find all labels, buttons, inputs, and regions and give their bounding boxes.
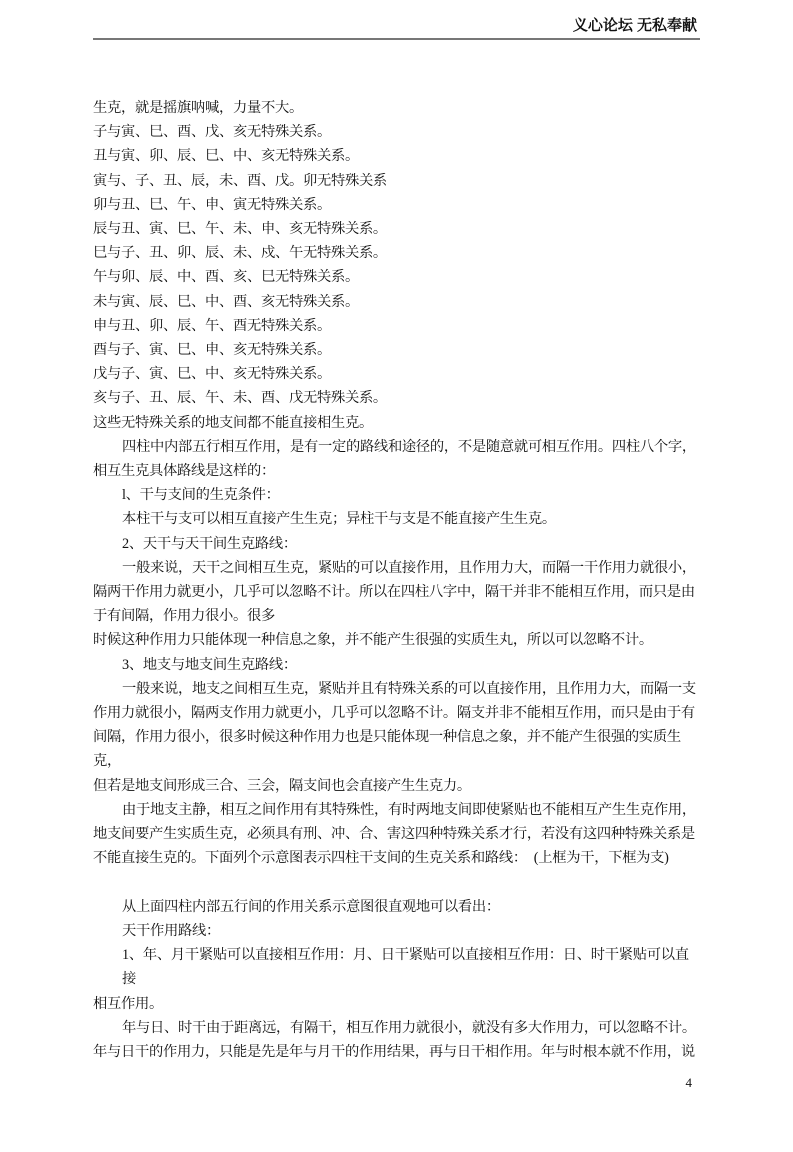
text-line: 本柱干与支可以相互直接产生生克；异柱干与支是不能直接产生生克。 [122, 511, 556, 528]
text-line: 从上面四柱内部五行间的作用关系示意图很直观地可以看出： [122, 898, 500, 915]
text-line: 一般来说，天干之间相互生克，紧贴的可以直接作用，且作用力大，而隔一干作用力就很小， [122, 559, 696, 576]
text-line: 丑与寅、卯、辰、巳、中、亥无特殊关系。 [93, 148, 359, 165]
text-line: 年与日、时干由于距离远，有隔干，相互作用力就很小，就没有多大作用力，可以忽略不计。 [122, 1019, 696, 1036]
section-heading: l、干与支间的生克条件： [122, 487, 280, 504]
text-line: 不能直接生克的。下面列个示意图表示四柱干支间的生克关系和路线： (上框为干，下框为支) [93, 850, 669, 867]
text-line: 作用力就很小，隔两支作用力就更小，几乎可以忽略不计。隔支并非不能相互作用，而只是由于有 [93, 705, 695, 722]
spacer [93, 1064, 700, 1074]
header-rule [93, 38, 700, 40]
text-line: 年与日干的作用力，只能是先是年与月干的作用结果，再与日干相作用。年与时根本就不作用，说 [93, 1043, 695, 1060]
text-line: 戊与子、寅、巳、中、亥无特殊关系。 [93, 366, 331, 383]
section-heading: 天干作用路线： [122, 922, 220, 939]
blank-line [93, 871, 700, 895]
text-line: 午与卯、辰、中、酉、亥、巳无特殊关系。 [93, 269, 359, 286]
text-line: 但若是地支间形成三合、三会，隔支间也会直接产生生克力。 [93, 777, 471, 794]
text-line: 亥与子、丑、辰、午、未、酉、戊无特殊关系。 [93, 390, 387, 407]
text-line: 这些无特殊关系的地支间都不能直接相生克。 [93, 414, 373, 431]
text-line: 隔两干作用力就更小，几乎可以忽略不计。所以在四柱八字中，隔干并非不能相互作用，而只是由 [93, 584, 695, 601]
text-line: 未与寅、辰、巳、中、酉、亥无特殊关系。 [93, 293, 359, 310]
text-line: 辰与丑、寅、巳、午、未、申、亥无特殊关系。 [93, 221, 387, 238]
page-header: 义心论坛 无私奉献 [572, 17, 697, 34]
text-line: 一般来说，地支之间相互生克，紧贴并且有特殊关系的可以直接作用，且作用力大，而隔一支 [122, 680, 696, 697]
text-line: 地支间要产生实质生克，必须具有刑、冲、合、害这四种特殊关系才行，若没有这四种特殊关系是 [93, 826, 695, 843]
section-heading: 3、地支与地支间生克路线： [122, 656, 297, 673]
text-line: 由于地支主静，相互之间作用有其特殊性，有时两地支间即使紧贴也不能相互产生生克作用， [122, 801, 696, 818]
text-line: 卯与丑、巳、午、申、寅无特殊关系。 [93, 196, 331, 213]
text-line: 时候这种作用力只能体现一种信息之象，并不能产生很强的实质生丸，所以可以忽略不计。 [93, 632, 653, 649]
text-line: 于有间隔，作用力很小。很多 [93, 608, 275, 625]
text-line: 1、年、月干紧贴可以直接相互作用：月、日干紧贴可以直接相互作用：日、时干紧贴可以直接 [122, 947, 689, 988]
page-number: 4 [685, 1075, 692, 1091]
document-body [93, 96, 700, 1064]
text-line: 巳与子、丑、卯、辰、未、戍、午无特殊关系。 [93, 245, 387, 262]
text-line: 申与丑、卯、辰、午、酉无特殊关系。 [93, 317, 331, 334]
text-line: 相互作用。 [93, 995, 163, 1012]
text-line: 酉与子、寅、巳、申、亥无特殊关系。 [93, 342, 331, 359]
text-line: 生克，就是摇旗呐喊，力量不大。 [93, 100, 303, 116]
text-line: 四柱中内部五行相互作用，是有一定的路线和途径的，不是随意就可相互作用。四柱八个字， [122, 438, 696, 455]
text-line: 相互生克具体路线是这样的： [93, 463, 275, 480]
text-line: 寅与、子、丑、辰，未、酉、戊。卯无特殊关系 [93, 172, 387, 189]
text-line: 子与寅、巳、酉、戊、亥无特殊关系。 [93, 124, 331, 141]
section-heading: 2、天干与天干间生克路线： [122, 535, 297, 552]
text-line: 间隔，作用力很小，很多时候这种作用力也是只能体现一种信息之象，并不能产生很强的实质生克， [93, 729, 681, 770]
